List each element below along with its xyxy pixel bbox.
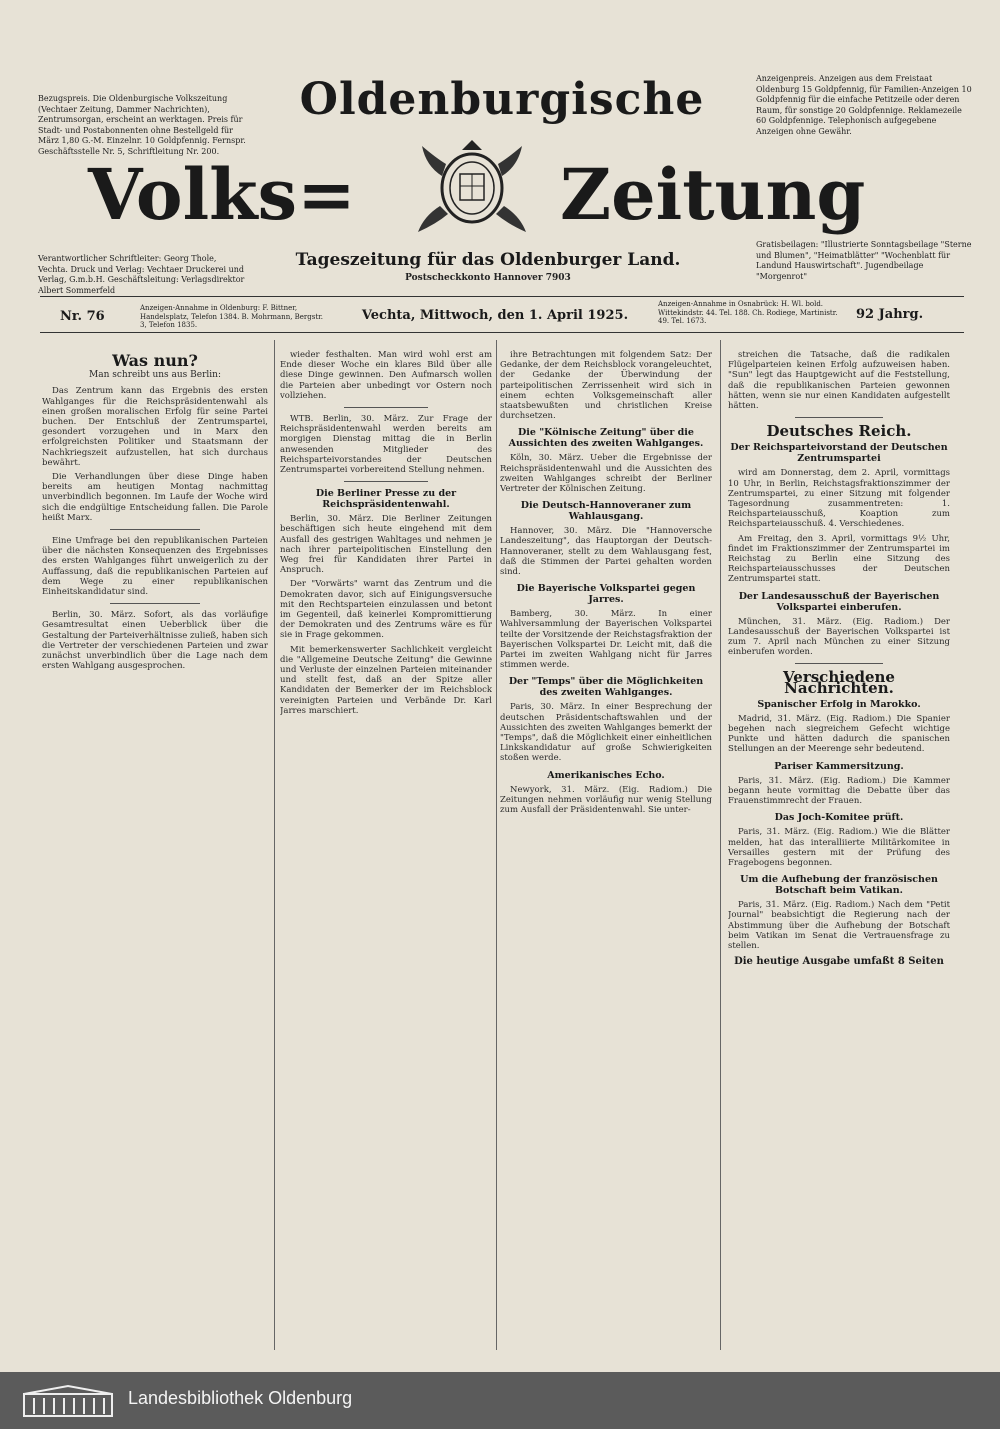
column-3 [500, 350, 712, 1350]
article-paragraph: Paris, 31. März. (Eig. Radiom.) Nach dem "Petit Journal" beabsichtigt die Regierung nach der Abstimmung über die Aufhebung der Botschaft beim Vatikan im Senat die Vertrauensfrage zu stellen. [728, 900, 950, 951]
column-4 [728, 350, 950, 1350]
masthead-title-top: Oldenburgische [299, 74, 705, 125]
separator-rule [795, 417, 884, 418]
article-paragraph: Köln, 30. März. Ueber die Ergebnisse der Reichspräsidentenwahl und die Aussichten des zweiten Wahlganges schreibt der Berliner Vertreter der Kölnischen Zeitung. [500, 453, 712, 495]
article-paragraph: Newyork, 31. März. (Eig. Radiom.) Die Zeitungen nehmen vorläufig nur wenig Stellung zum Ausfall der Präsidentenwahl. Sie unter- [500, 784, 712, 816]
article-paragraph: Die Verhandlungen über diese Dinge haben bereits am heutigen Montag nachmittag unverbindlich begonnen. Im Laufe der Woche wird sich die endgültige Entscheidung fallen. Die Parole heißt Marx. [42, 472, 268, 523]
column-2 [280, 350, 492, 1350]
library-footer [0, 1372, 1000, 1429]
infobar-top-rule [40, 296, 964, 297]
article-paragraph: Der "Vorwärts" warnt das Zentrum und die Demokraten davor, sich auf Einigungsversuche mit den Rechtsparteien einzulassen und betont im Gegenteil, daß keinerlei Kompromittierung der Demokraten und des Zentrums wäre es für sie in Frage gekommen. [280, 579, 492, 641]
library-name: Landesbibliothek Oldenburg [128, 1388, 353, 1408]
annahme-osnabrueck: Anzeigen-Annahme in Osnabrück: H. Wl. bold. Wittekindstr. 44. Tel. 188. Ch. Rodiege, Martinistr. 49. Tel. 1673. [658, 300, 838, 325]
article-heading: Was nun? [112, 351, 198, 370]
article-paragraph: München, 31. März. (Eig. Radiom.) Der Landesausschuß der Bayerischen Volkspartei ist zum 7. April nach München zu einer Sitzung einberufen worden. [728, 616, 950, 658]
article-heading: Die Deutsch-Hannoveraner zum Wahlausgang. [520, 500, 692, 523]
annahme-oldenburg: Anzeigen-Annahme in Oldenburg: F. Bittner, Handelsplatz, Telefon 1384. B. Mohrmann, Bergstr. 3, Telefon 1835. [140, 304, 323, 329]
article-heading: Pariser Kammersitzung. [774, 760, 904, 772]
article-byline: Man schreibt uns aus Berlin: [89, 370, 221, 381]
article-heading: Amerikanisches Echo. [547, 769, 665, 781]
article-paragraph: Paris, 30. März. In einer Besprechung der deutschen Präsidentschaftswahlen und der Aussichten des zweiten Wahlganges bemerkt der "Temps", daß die Möglichkeit einer einheitlichen Linkskandidatur auf große Schwierigkeiten stoßen werde. [500, 702, 712, 764]
section-heading: Deutsches Reich. [766, 422, 912, 441]
coat-of-arms-emblem [416, 136, 528, 236]
column-divider [274, 340, 275, 1350]
article-paragraph: Paris, 31. März. (Eig. Radiom.) Wie die Blätter melden, hat das interalliierte Militärkomitee in Versailles gestern mit der Prüfung des Fragebogens begonnen. [728, 827, 950, 868]
volume-year: 92 Jahrg. [856, 307, 924, 322]
article-paragraph: Eine Umfrage bei den republikanischen Parteien über die nächsten Konsequenzen des Ergebnisses des ersten Wahlganges führt unweigerlich zu der Auffassung, daß die republikanischen Parteien auf dem Wege zu einer republikanischen Einheitskandidatur sind. [42, 536, 268, 598]
edition-notice: Die heutige Ausgabe umfaßt 8 Seiten [734, 956, 944, 968]
article-paragraph: Hannover, 30. März. Die "Hannoversche Landeszeitung", das Hauptorgan der Deutsch-Hannoveraner, stellt zu dem Wahlausgang fest, daß die Stimmen der Partei gehalten worden sind. [500, 526, 712, 578]
separator-rule [110, 529, 200, 530]
article-paragraph: ihre Betrachtungen mit folgendem Satz: Der Gedanke, der dem Reichsblock vorangeleuchtet, der Gedanke der Überwindung der parteipolitischen Zerrissenheit wird sich in einem echten Volksgemeinschaft aller staatsbewußten und christlichen Kreise durchsetzen. [500, 350, 712, 422]
separator-rule [110, 603, 200, 604]
article-heading: Die "Kölnische Zeitung" über die Aussichten des zweiten Wahlganges. [508, 427, 704, 450]
separator-rule [795, 663, 884, 664]
column-divider [496, 340, 497, 1350]
masthead-subtitle: Tageszeitung für das Oldenburger Land. [295, 250, 681, 270]
gratisbeilagen-notice: Gratisbeilagen: "Illustrierte Sonntagsbeilage "Sterne und Blumen", "Heimatblätter" "Wochenblatt für Landund Hauswirtschaft". Jugendbeilage "Morgenrot" [756, 240, 972, 281]
separator-rule [344, 481, 429, 482]
masthead-title-right: Zeitung [560, 153, 866, 236]
article-paragraph: streichen die Tatsache, daß die radikalen Flügelparteien keinen Erfolg aufzuweisen haben. "Sun" legt das Hauptgewicht auf die Feststellung, daß die republikanischen Parteien gewonnen hätten, wenn sie nur einen Kandidaten aufgestellt hätten. [728, 350, 950, 412]
library-building-icon [20, 1384, 116, 1418]
article-paragraph: Das Zentrum kann das Ergebnis des ersten Wahlganges für die Reichspräsidentenwahl als einen großen moralischen Erfolg für seine Partei buchen. Der Entschluß der Zentrumspartei, gesondert vorzugehen und in Marx den erfolgreichsten Politiker und Staatsmann der Nachkriegszeit aufzustellen, hat sich durchaus bewährt. [42, 386, 268, 468]
publisher-notice: Verantwortlicher Schriftleiter: Georg Thole, Vechta. Druck und Verlag: Vechtaer Druckerei und Verlag, G.m.b.H. Geschäftsleitung: Verlagsdirektor Albert Sommerfeld [38, 254, 245, 295]
article-heading: Spanischer Erfolg in Marokko. [757, 698, 921, 710]
article-paragraph: Paris, 31. März. (Eig. Radiom.) Die Kammer begann heute vormittag die Debatte über das Frauenstimmrecht der Frauen. [728, 775, 950, 807]
article-heading: Der "Temps" über die Möglichkeiten des zweiten Wahlganges. [508, 676, 704, 699]
separator-rule [344, 407, 429, 408]
article-paragraph: Am Freitag, den 3. April, vormittags 9½ Uhr, findet im Fraktionszimmer der Zentrumspartei im Reichstag zu Berlin eine Sitzung des Reichsparteiausschusses der Deutschen Zentrumspartei statt. [728, 533, 950, 585]
article-heading: Der Landesausschuß der Bayerischen Volkspartei einberufen. [738, 590, 940, 613]
article-paragraph: WTB. Berlin, 30. März. Zur Frage der Reichspräsidentenwahl werden bereits am morgigen Dienstag mittag die in Berlin anwesenden Mitglieder des Reichsparteivorstandes der Deutschen Zentrumspartei vorbereitend Stellung nehmen. [280, 414, 492, 476]
article-paragraph: Berlin, 30. März. Sofort, als das vorläufige Gesamtresultat einen Ueberblick über die Gestaltung der Parteiverhältnisse zuließ, haben sich die Vertreter der verschiedenen Parteien und zwar zunächst unverbindlich über die Lage nach dem ersten Wahlgang ausgesprochen. [42, 610, 268, 672]
article-heading: Der Reichsparteivorstand der Deutschen Zentrumspartei [730, 442, 948, 465]
article-paragraph: Mit bemerkenswerter Sachlichkeit vergleicht die "Allgemeine Deutsche Zeitung" die Gewinne und Verluste der einzelnen Parteien miteinander und stellt fest, daß an der Spitze aller Kandidaten der Bemerker der im Reichsblock vereinigten Parteien und Verbände Dr. Karl Jarres marschiert. [280, 644, 492, 716]
section-heading: Verschiedene Nachrichten. [783, 668, 895, 697]
postscheck-line: Postscheckkonto Hannover 7903 [405, 273, 571, 283]
column-divider [720, 340, 721, 1350]
article-heading: Die Berliner Presse zu der Reichspräsidentenwahl. [315, 488, 457, 511]
article-paragraph: wieder festhalten. Man wird wohl erst am Ende dieser Woche ein klares Bild über alle diese Dinge gewinnen. Den Aufmarsch wollen die Parteien aber unbedingt vor Ostern noch vollziehen. [280, 350, 492, 401]
masthead-title-left: Volks= [88, 153, 356, 236]
article-heading: Das Joch-Komitee prüft. [774, 812, 904, 824]
article-heading: Die Bayerische Volkspartei gegen Jarres. [516, 583, 696, 606]
bezugspreis-notice: Bezugspreis. Die Oldenburgische Volkszeitung (Vechtaer Zeitung, Dammer Nachrichten), Zentrumsorgan, erscheint an werktagen. Preis für Stadt- und Postabonnenten ohne Bestellgeld für März 1,80 G.-M. Einzelnr. 10 Goldpfennig. Fernspr. Geschäftsstelle Nr. 5, Schriftleitung Nr. 200. [38, 94, 246, 156]
issue-number: Nr. 76 [60, 309, 105, 324]
article-heading: Um die Aufhebung der französischen Botschaft beim Vatikan. [740, 874, 938, 897]
infobar-bottom-rule [40, 332, 964, 333]
anzeigenpreis-notice: Anzeigenpreis. Anzeigen aus dem Freistaat Oldenburg 15 Goldpfennig, für Familien-Anzeigen 10 Goldpfennig für die einfache Petitzeile oder deren Raum, für sonstige 20 Goldpfennige. Reklamezeile 60 Goldpfennige. Telephonisch aufgegebene Anzeigen ohne Gewähr. [756, 74, 972, 136]
article-paragraph: Bamberg, 30. März. In einer Wahlversammlung der Bayerischen Volkspartei teilte der Vorsitzende der Reichstagsfraktion der Bayerischen Volkspartei Dr. Leicht mit, daß die Partei im zweiten Wahlgang nicht für Jarres stimmen werde. [500, 609, 712, 671]
dateline: Vechta, Mittwoch, den 1. April 1925. [361, 308, 629, 323]
article-paragraph: Madrid, 31. März. (Eig. Radiom.) Die Spanier begehen nach siegreichem Gefecht wichtige Punkte und hätten dadurch die spanischen Stellungen an der Meerenge sehr bedeutend. [728, 713, 950, 755]
article-paragraph: wird am Donnerstag, dem 2. April, vormittags 10 Uhr, in Berlin, Reichstagsfraktionszimmer der Zentrumspartei, zu einer Sitzung mit folgender Tagesordnung zusammentreten: 1. Reichsparteiausschuß, Koaption zum Reichsparteiausschuß. 4. Verschiedenes. [728, 468, 950, 530]
column-1 [42, 350, 268, 1350]
article-paragraph: Berlin, 30. März. Die Berliner Zeitungen beschäftigen sich heute eingehend mit dem Ausfall des gestrigen Wahltages und nehmen je nach ihrer parteipolitischen Einstellung den Weg frei für Kandidaten ihrer Partei in Anspruch. [280, 514, 492, 576]
